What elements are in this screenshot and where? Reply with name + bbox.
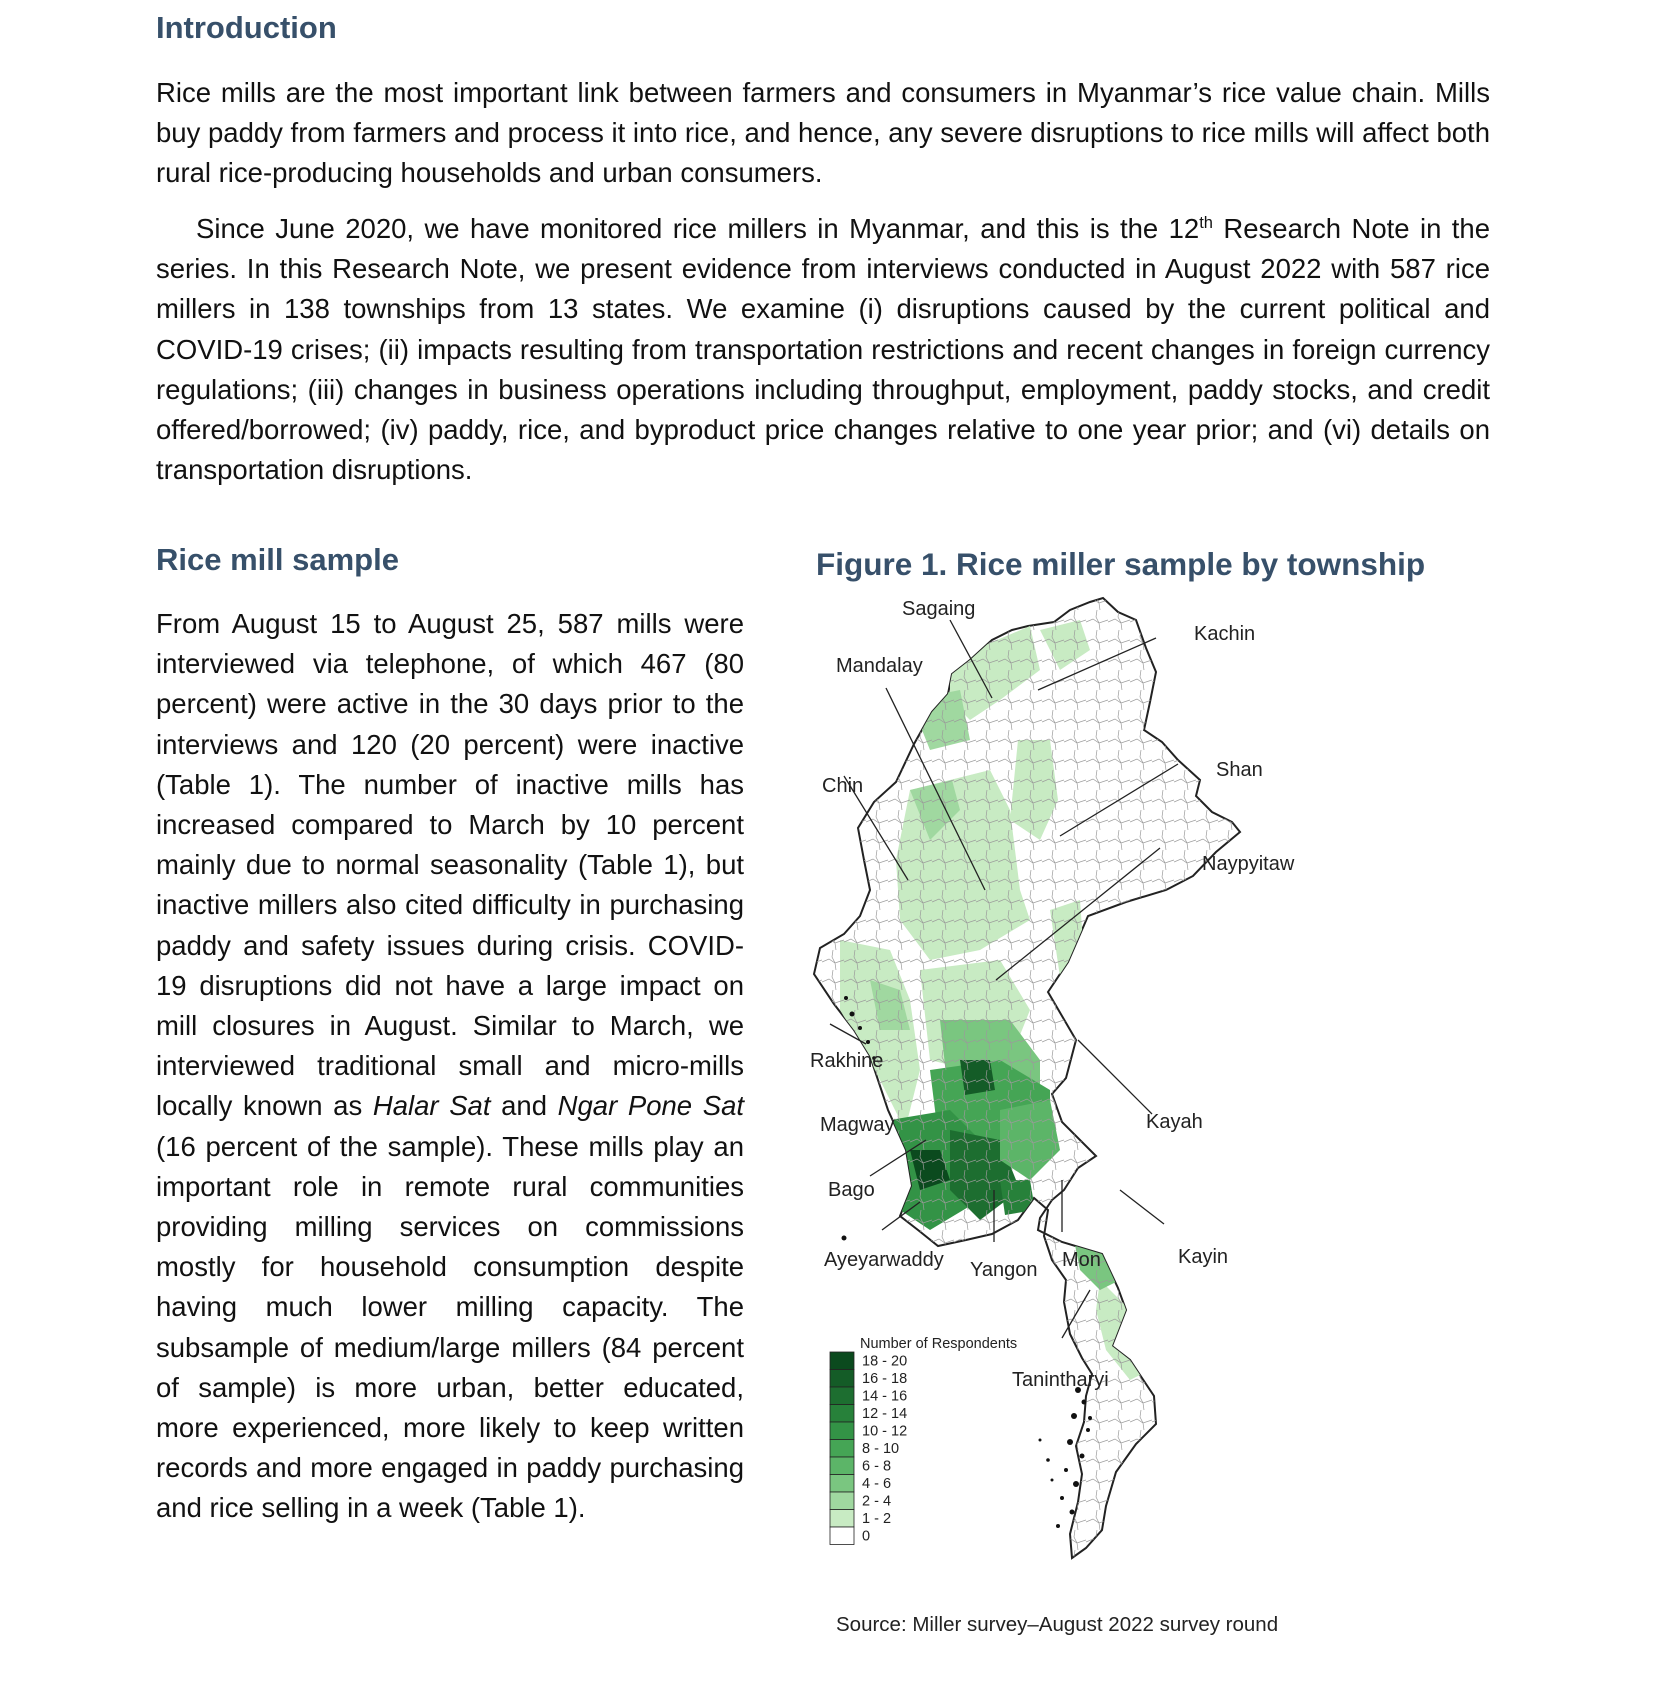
label-shan: Shan [1216,759,1263,781]
label-mon: Mon [1062,1249,1101,1271]
label-sagaing: Sagaing [902,598,976,620]
intro-paragraph-1: Rice mills are the most important link between farmers and consumers in Myanmar’s rice value chain. Mills buy paddy from farmers and process it into rice, and hence, any severe disruptions to rice mills will affect both rural rice-producing households and urban consumers. [156,77,1490,189]
legend-title: Number of Respondents [860,1336,1018,1352]
sample-italic-term-2: Ngar Pone Sat [557,1090,745,1122]
label-chin: Chin [822,775,864,797]
rice-mill-sample-heading: Rice mill sample [156,542,399,577]
label-magway: Magway [820,1114,895,1136]
sample-text-1: From August 15 to August 25, 587 mills were interviewed via telephone, of which 467 (80 percent) were active in the 30 days prior to the interviews and 120 (20 percent) were inactive (Table 1). The number of inactive mills has increased compared to March by 10 percent mainly due to normal seasonality (Table 1), but inactive millers also cited difficulty in purchasing paddy and safety issues during crisis. COVID-19 disruptions did not have a large impact on mill closures in August. Similar to March, we interviewed traditional small and micro-mills locally known as [156,608,744,1122]
figure-title: Figure 1. Rice miller sample by township [816,546,1426,582]
legend-label: 6 - 8 [862,1458,892,1475]
legend-swatch [830,1492,854,1510]
legend-label: 18 - 20 [862,1353,908,1370]
legend-swatch [830,1440,854,1458]
legend-label: 1 - 2 [862,1511,892,1527]
legend-swatch [830,1352,854,1370]
legend-swatch [830,1370,854,1388]
sample-text-3: (16 percent of the sample). These mills play an important role in remote rural communities providing milling services on commissions mostly for household consumption despite having much lower milling capacity. The subsample of medium/large millers (84 percent of sample) is more urban, better educated, more experienced, more likely to keep written records and more engaged in paddy purchasing and rice selling in a week (Table 1). [156,1130,744,1524]
legend-swatch [830,1405,854,1423]
legend-swatch [830,1387,854,1405]
rice-mill-sample-paragraph [156,604,744,1529]
label-kayin: Kayin [1178,1246,1229,1268]
label-kachin: Kachin [1194,623,1256,645]
legend-swatch [830,1527,854,1545]
legend-label: 8 - 10 [862,1441,900,1457]
legend-label: 0 [862,1528,871,1545]
legend-swatch [830,1510,854,1528]
label-mandalay: Mandalay [836,655,923,677]
myanmar-township-map [800,590,1360,1610]
intro-p2-text-b: Research Note in the series. In this Research Note, we present evidence from interviews conducted in August 2022 with 587 rice millers in 138 townships from 13 states. We examine (i) disruptions caused by the current political and COVID-19 crises; (ii) impacts resulting from transportation restrictions and recent changes in foreign currency regulations; (iii) changes in business operations including throughput, employment, paddy stocks, and credit offered/borrowed; (iv) paddy, rice, and byproduct price changes relative to one year prior; and (vi) details on transportation disruptions. [156,213,1490,486]
intro-paragraph-2 [156,209,1490,490]
legend-label: 12 - 14 [862,1406,908,1422]
introduction-heading: Introduction [156,10,337,45]
legend-swatch [830,1422,854,1440]
legend-label: 10 - 12 [862,1423,908,1440]
ordinal-superscript: th [1199,213,1213,232]
label-naypyitaw: Naypyitaw [1202,853,1295,875]
legend-label: 14 - 16 [862,1388,908,1405]
legend-label: 2 - 4 [862,1493,892,1510]
label-kayah: Kayah [1146,1111,1203,1133]
sample-text-2: and [490,1090,558,1122]
label-yangon: Yangon [970,1259,1038,1281]
map-legend [830,1336,1017,1545]
sample-italic-term-1: Halar Sat [372,1090,491,1122]
legend-label: 4 - 6 [862,1476,892,1492]
legend-swatch [830,1457,854,1475]
label-ayeyarwaddy: Ayeyarwaddy [824,1249,944,1271]
label-bago: Bago [828,1179,875,1201]
intro-p2-text-a: Since June 2020, we have monitored rice millers in Myanmar, and this is the 12 [196,213,1200,244]
legend-swatch [830,1475,854,1493]
legend-items [830,1352,907,1545]
legend-label: 16 - 18 [862,1371,908,1387]
label-tanintharyi: Tanintharyi [1012,1369,1109,1391]
figure-source: Source: Miller survey–August 2022 survey round [836,1613,1279,1636]
label-rakhine: Rakhine [810,1050,884,1072]
